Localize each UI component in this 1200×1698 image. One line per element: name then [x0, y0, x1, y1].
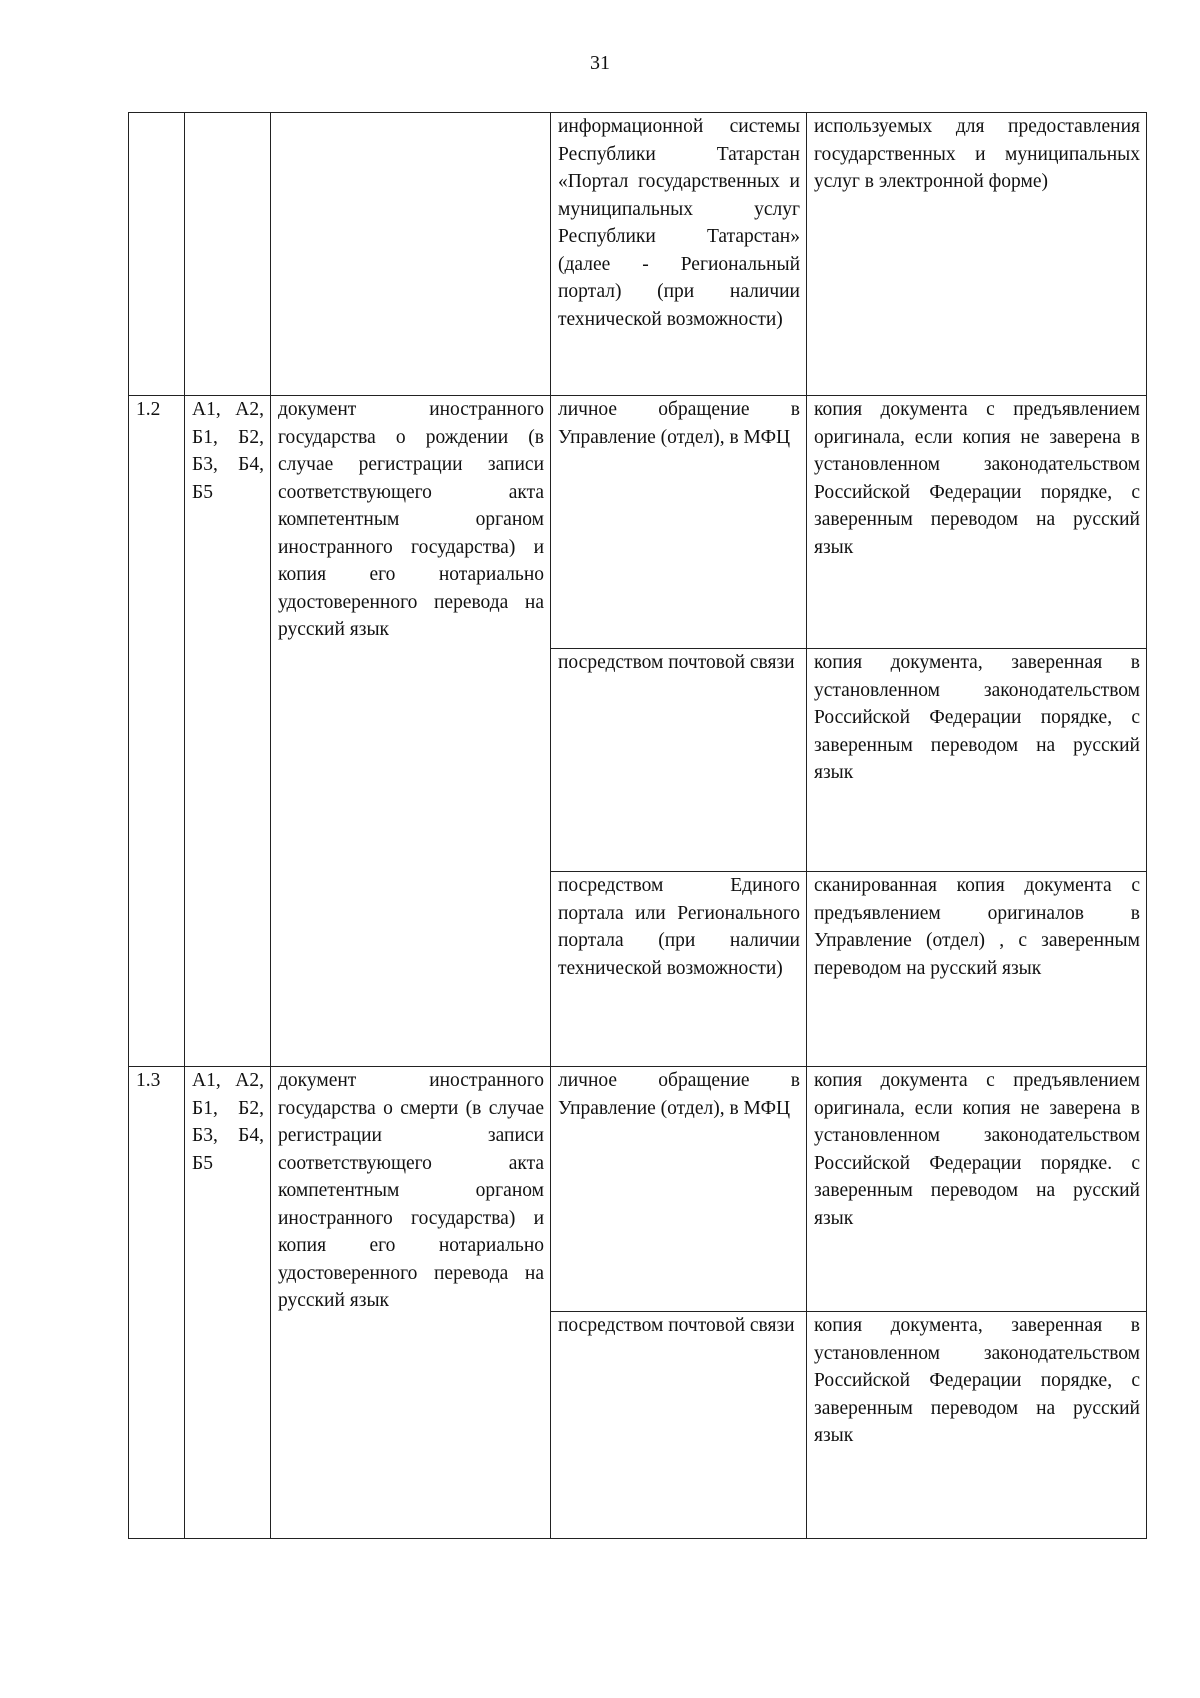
submission-method-cell: посредством Единого портала или Регионального портала (при наличии технической возможности) — [551, 872, 807, 1067]
document-cell: документ иностранного государства о рождении (в случае регистрации записи соответствующего акта компетентным органом иностранного государства) и копия его нотариально удостоверенного перевода на русский язык — [271, 396, 551, 1067]
row-number-cell — [129, 113, 185, 396]
table-row-continuation — [129, 113, 1147, 396]
row-number-cell: 1.3 — [129, 1067, 185, 1539]
submission-method-cell: информационной системы Республики Татарстан «Портал государственных и муниципальных услуг Республики Татарстан» (далее - Региональный портал) (при наличии технической возможности) — [551, 113, 807, 396]
table-row-1-2 — [129, 396, 1147, 649]
documents-table — [128, 112, 1147, 1539]
categories-cell — [185, 113, 271, 396]
submission-form-cell: сканированная копия документа с предъявлением оригиналов в Управление (отдел) , с заверенным переводом на русский язык — [807, 872, 1147, 1067]
page-number: 31 — [590, 52, 610, 74]
submission-method-cell: посредством почтовой связи — [551, 1312, 807, 1539]
submission-method-cell: личное обращение в Управление (отдел), в МФЦ — [551, 396, 807, 649]
document-cell: документ иностранного государства о смерти (в случае регистрации записи соответствующего акта компетентным органом иностранного государства) и копия его нотариально удостоверенного перевода на русский язык — [271, 1067, 551, 1539]
submission-form-cell: копия документа с предъявлением оригинала, если копия не заверена в установленном законодательством Российской Федерации порядке, с заверенным переводом на русский язык — [807, 396, 1147, 649]
submission-form-cell: копия документа с предъявлением оригинала, если копия не заверена в установленном законодательством Российской Федерации порядке. с заверенным переводом на русский язык — [807, 1067, 1147, 1312]
table-row-1-3 — [129, 1067, 1147, 1312]
submission-form-cell: копия документа, заверенная в установленном законодательством Российской Федерации порядке, с заверенным переводом на русский язык — [807, 1312, 1147, 1539]
submission-method-cell: посредством почтовой связи — [551, 649, 807, 872]
submission-form-cell: используемых для предоставления государственных и муниципальных услуг в электронной форме) — [807, 113, 1147, 396]
submission-method-cell: личное обращение в Управление (отдел), в МФЦ — [551, 1067, 807, 1312]
categories-cell: А1, А2, Б1, Б2, Б3, Б4, Б5 — [185, 396, 271, 1067]
document-cell — [271, 113, 551, 396]
row-number-cell: 1.2 — [129, 396, 185, 1067]
categories-cell: А1, А2, Б1, Б2, Б3, Б4, Б5 — [185, 1067, 271, 1539]
submission-form-cell: копия документа, заверенная в установленном законодательством Российской Федерации порядке, с заверенным переводом на русский язык — [807, 649, 1147, 872]
